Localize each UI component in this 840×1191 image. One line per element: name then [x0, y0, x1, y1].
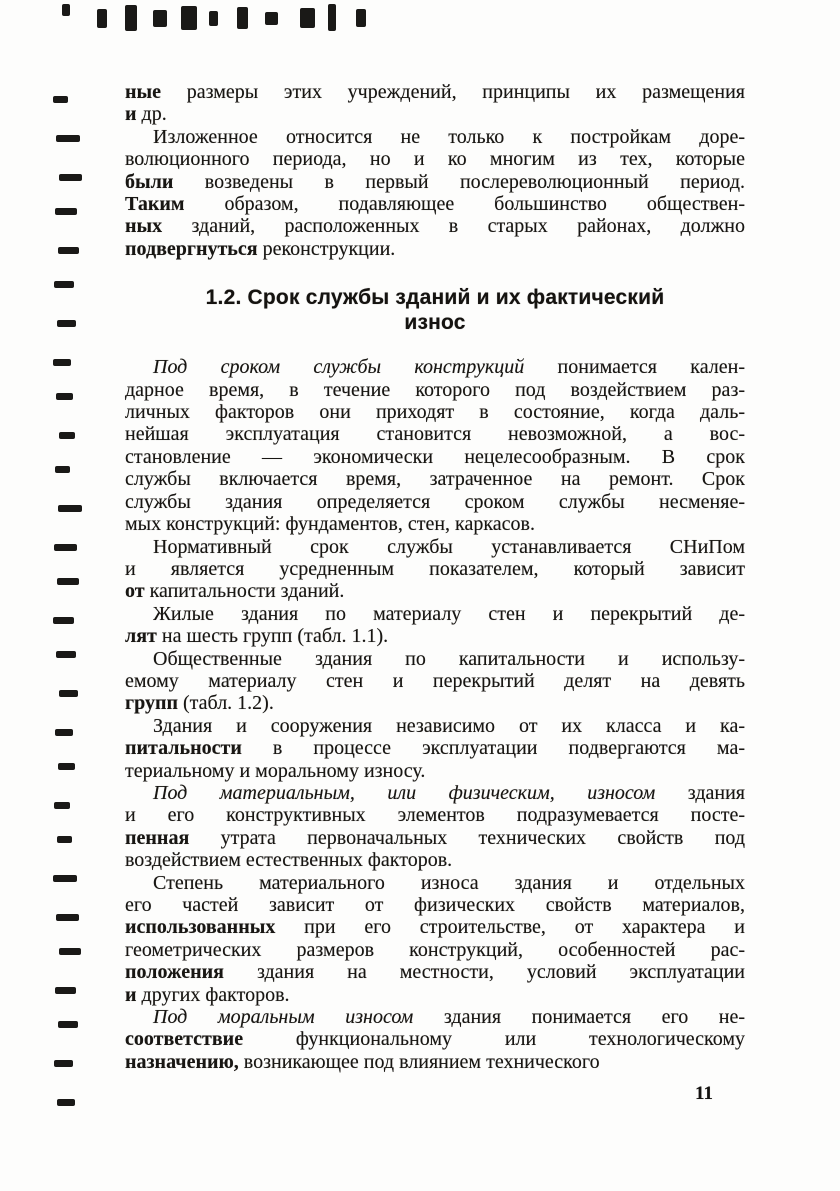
- text-line: [125, 536, 745, 558]
- text-line: [125, 103, 745, 125]
- scan-mark-left: [53, 359, 71, 366]
- page-text-column: [125, 81, 745, 1073]
- text-segment: воздействием естественных факторов.: [125, 849, 453, 872]
- text-line: [125, 625, 745, 647]
- scan-mark-left: [54, 802, 70, 809]
- text-segment: соответствие: [125, 1028, 244, 1051]
- text-segment: на шесть групп (табл. 1.1).: [156, 625, 389, 648]
- text-line: [125, 1028, 745, 1050]
- scan-mark-left: [57, 320, 76, 327]
- scan-mark-left: [59, 432, 75, 439]
- text-line: [125, 603, 745, 625]
- scan-mark-top: [328, 4, 336, 31]
- text-segment: Под материальным, или физическим, износом: [153, 781, 656, 804]
- paragraph: [125, 536, 745, 603]
- text-line: [125, 760, 745, 782]
- scan-mark-left: [55, 987, 76, 994]
- text-segment: емому материалу стен и перекрытий делят на девять: [125, 669, 745, 692]
- text-segment: териальному и моральному износу.: [125, 759, 426, 782]
- text-line: [125, 171, 745, 193]
- scan-mark-left: [54, 1060, 73, 1067]
- text-segment: Под моральным износом: [153, 1006, 414, 1029]
- text-line: [125, 513, 745, 535]
- text-segment: функциональному или технологическому: [243, 1028, 745, 1051]
- text-segment: Здания и сооружения независимо от их класса и ка-: [153, 714, 745, 737]
- paragraph: [125, 356, 745, 535]
- paragraph: [125, 715, 745, 782]
- text-segment: ные: [125, 81, 162, 103]
- section-heading: [125, 285, 745, 335]
- scan-mark-left: [56, 914, 79, 921]
- text-segment: от: [125, 580, 145, 603]
- text-segment: и: [125, 983, 137, 1006]
- paragraph: [125, 782, 745, 872]
- text-line: [125, 827, 745, 849]
- text-segment: Изложенное относится не только к постройкам доре-: [153, 125, 745, 148]
- scan-mark-top: [209, 11, 218, 26]
- text-line: [125, 692, 745, 714]
- text-segment: понимается кален-: [524, 356, 745, 379]
- text-segment: личных факторов они приходят в состояние, когда даль-: [125, 401, 745, 424]
- paragraph: [125, 603, 745, 648]
- scan-mark-left: [59, 690, 78, 697]
- text-segment: др.: [136, 103, 167, 126]
- scan-mark-top: [265, 12, 278, 25]
- text-segment: Жилые здания по материалу стен и перекрытий де-: [153, 602, 745, 625]
- text-segment: пенная: [125, 826, 190, 849]
- text-segment: использованных: [125, 916, 276, 939]
- text-segment: здания на местности, условий эксплуатации: [223, 961, 745, 984]
- text-segment: Нормативный срок службы устанавливается СНиПом: [153, 535, 745, 558]
- text-line: [125, 1006, 745, 1028]
- paragraph: [125, 126, 745, 260]
- text-line: [125, 468, 745, 490]
- text-line: [125, 379, 745, 401]
- text-line: [125, 648, 745, 670]
- text-segment: Общественные здания по капитальности и использу-: [153, 647, 745, 670]
- text-segment: его частей зависит от физических свойств материалов,: [125, 894, 745, 916]
- text-segment: возникающее под влиянием технического: [238, 1050, 600, 1073]
- scan-mark-left: [57, 578, 79, 585]
- scan-mark-top: [153, 10, 167, 27]
- text-line: [125, 670, 745, 692]
- text-line: [125, 1051, 745, 1073]
- scan-mark-left: [55, 466, 70, 473]
- text-line: [125, 215, 745, 237]
- text-segment: утрата первоначальных технических свойств под: [189, 826, 745, 849]
- text-segment: нейшая эксплуатация становится невозможной, а вос-: [125, 423, 745, 446]
- text-line: [125, 961, 745, 983]
- text-segment: подвергнуться: [125, 237, 258, 260]
- scan-mark-left: [58, 763, 75, 770]
- text-line: [125, 804, 745, 826]
- scan-mark-top: [356, 9, 366, 27]
- text-segment: (табл. 1.2).: [178, 692, 274, 715]
- scan-mark-left: [53, 96, 68, 103]
- text-segment: Под сроком службы конструкций: [153, 356, 525, 379]
- page-number: 11: [695, 1083, 713, 1104]
- text-segment: в процессе эксплуатации подвергаются ма-: [241, 737, 745, 760]
- scan-mark-left: [53, 875, 77, 882]
- text-line: [125, 356, 745, 378]
- text-line: [125, 193, 745, 215]
- text-segment: здания: [655, 781, 745, 804]
- text-segment: Степень материального износа здания и отдельных: [153, 871, 745, 894]
- paragraph: [125, 648, 745, 715]
- scan-mark-left: [57, 836, 72, 843]
- section-heading-line: износ: [404, 311, 466, 335]
- text-line: [125, 872, 745, 894]
- text-segment: капитальности зданий.: [144, 580, 345, 603]
- text-segment: службы включается время, затраченное на ремонт. Срок: [125, 468, 745, 491]
- text-line: [125, 715, 745, 737]
- text-line: [125, 894, 745, 916]
- scan-mark-left: [58, 505, 82, 512]
- scan-mark-left: [59, 174, 82, 181]
- text-line: [125, 491, 745, 513]
- text-line: [125, 558, 745, 580]
- text-segment: назначению,: [125, 1050, 239, 1073]
- scan-mark-left: [59, 948, 81, 955]
- scan-mark-top: [237, 7, 248, 29]
- scan-mark-left: [56, 651, 76, 658]
- text-segment: возведены в первый послереволюционный период.: [173, 170, 745, 193]
- scan-mark-top: [181, 6, 197, 30]
- scan-mark-left: [55, 208, 77, 215]
- scan-mark-top: [300, 8, 315, 28]
- text-segment: становление — экономически нецелесообразным. В срок: [125, 445, 745, 468]
- text-line: [125, 81, 745, 103]
- scan-mark-left: [57, 1099, 75, 1106]
- text-segment: лят: [125, 625, 157, 648]
- scan-mark-left: [58, 247, 79, 254]
- section-heading-line: 1.2. Срок службы зданий и их фактический: [205, 286, 665, 310]
- text-segment: и его конструктивных элементов подразумевается посте-: [125, 804, 745, 827]
- text-segment: дарное время, в течение которого под воздействием раз-: [125, 378, 745, 401]
- paragraph: [125, 872, 745, 1006]
- scan-mark-left: [56, 393, 73, 400]
- text-segment: других факторов.: [136, 983, 290, 1006]
- text-line: [125, 984, 745, 1006]
- paragraph: [125, 81, 745, 126]
- text-line: [125, 782, 745, 804]
- scan-mark-left: [56, 135, 80, 142]
- scan-mark-left: [53, 617, 74, 624]
- scan-mark-left: [58, 1021, 78, 1028]
- text-segment: реконструкции.: [257, 237, 396, 260]
- text-line: [125, 238, 745, 260]
- text-segment: зданий, расположенных в старых районах, должно: [162, 215, 745, 238]
- text-line: [125, 737, 745, 759]
- text-segment: службы здания определяется сроком службы несменяе-: [125, 490, 745, 513]
- text-segment: групп: [125, 692, 178, 715]
- scan-mark-top: [125, 5, 137, 31]
- text-line: [125, 126, 745, 148]
- text-segment: ных: [125, 215, 163, 238]
- scan-mark-left: [54, 281, 74, 288]
- text-segment: волюционного периода, но и ко многим из тех, которые: [125, 148, 745, 171]
- text-segment: и является усредненным показателем, который зависит: [125, 557, 745, 580]
- text-segment: питальности: [125, 737, 242, 760]
- text-line: [125, 916, 745, 938]
- text-segment: размеры этих учреждений, принципы их размещения: [161, 81, 745, 103]
- text-line: [125, 423, 745, 445]
- text-segment: при его строительстве, от характера и: [275, 916, 745, 939]
- text-line: [125, 401, 745, 423]
- text-line: [125, 580, 745, 602]
- text-segment: и: [125, 103, 137, 126]
- text-line: [125, 849, 745, 871]
- scan-mark-top: [62, 4, 70, 16]
- scan-mark-left: [55, 729, 73, 736]
- paragraph: [125, 1006, 745, 1073]
- text-line: [125, 148, 745, 170]
- text-segment: положения: [125, 961, 224, 984]
- text-line: [125, 446, 745, 468]
- text-segment: Таким: [125, 193, 185, 216]
- scan-mark-left: [54, 544, 77, 551]
- text-segment: мых конструкций: фундаментов, стен, каркасов.: [125, 513, 535, 536]
- text-segment: образом, подавляющее большинство обществен-: [184, 193, 745, 216]
- text-segment: были: [125, 170, 174, 193]
- text-segment: здания понимается его не-: [413, 1006, 745, 1029]
- text-line: [125, 939, 745, 961]
- scan-mark-top: [97, 9, 107, 28]
- text-segment: геометрических размеров конструкций, особенностей рас-: [125, 938, 745, 961]
